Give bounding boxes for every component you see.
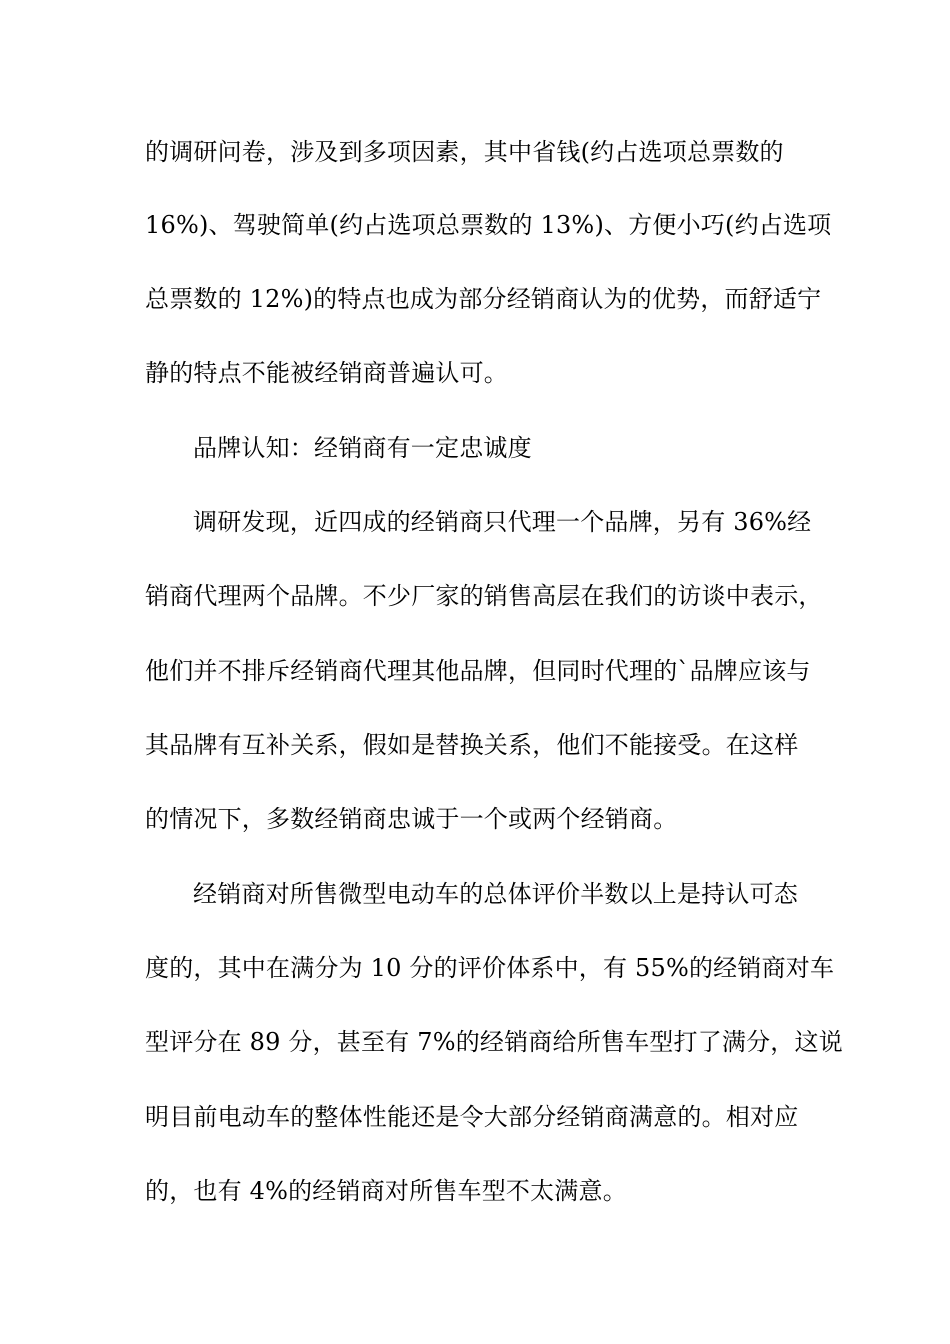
- text-line: 的情况下，多数经销商忠诚于一个或两个经销商。: [145, 805, 678, 833]
- text-line: 度的，其中在满分为 10 分的评价体系中，有 55%的经销商对车: [145, 954, 835, 982]
- paragraph-start-line: 调研发现，近四成的经销商只代理一个品牌，另有 36%经: [193, 508, 812, 536]
- text-line: 的，也有 4%的经销商对所售车型不太满意。: [145, 1177, 627, 1205]
- section-heading: 品牌认知：经销商有一定忠诚度: [193, 434, 532, 462]
- text-line: 总票数的 12%)的特点也成为部分经销商认为的优势，而舒适宁: [145, 285, 822, 313]
- text-line: 他们并不排斥经销商代理其他品牌，但同时代理的`品牌应该与: [145, 657, 811, 685]
- text-line: 静的特点不能被经销商普遍认可。: [145, 359, 508, 387]
- text-line: 明目前电动车的整体性能还是令大部分经销商满意的。相对应: [145, 1103, 799, 1131]
- text-line: 其品牌有互补关系，假如是替换关系，他们不能接受。在这样: [145, 731, 799, 759]
- text-line: 16%)、驾驶简单(约占选项总票数的 13%)、方便小巧(约占选项: [145, 211, 832, 239]
- text-line: 的调研问卷，涉及到多项因素，其中省钱(约占选项总票数的: [145, 138, 784, 166]
- text-line: 销商代理两个品牌。不少厂家的销售高层在我们的访谈中表示，: [145, 582, 823, 610]
- paragraph-start-line: 经销商对所售微型电动车的总体评价半数以上是持认可态: [193, 880, 798, 908]
- text-line: 型评分在 89 分，甚至有 7%的经销商给所售车型打了满分，这说: [145, 1028, 843, 1056]
